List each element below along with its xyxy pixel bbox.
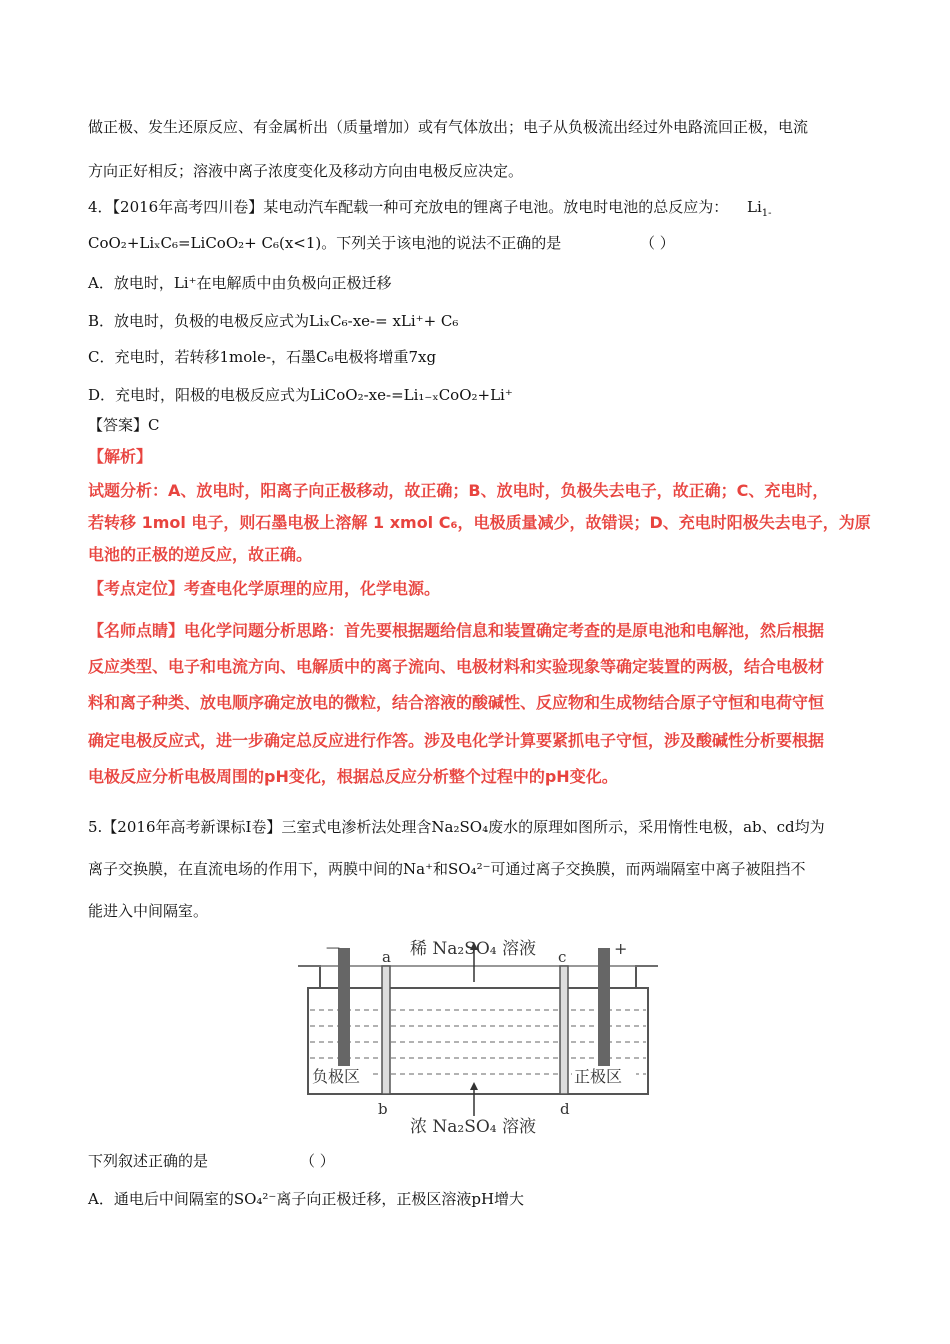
q4-stem-prefix: 4．【2016年高考四川卷】某电动汽车配载一种可充放电的锂离子电池。放电时电池的总反应为：	[88, 198, 729, 216]
label-top-solution: 稀 Na₂SO₄ 溶液	[410, 939, 537, 959]
negative-electrode	[338, 948, 350, 1074]
positive-electrode	[598, 948, 610, 1074]
membrane-ab	[382, 966, 390, 1094]
membrane-cd	[560, 966, 568, 1094]
q4-stem-line-2	[88, 232, 675, 254]
q4-stem-line-1	[88, 196, 772, 218]
q4-mingshi-line-5: 电极反应分析电极周围的pH变化，根据总反应分析整个过程中的pH变化。	[88, 767, 618, 786]
q5-prompt-line	[88, 1150, 335, 1172]
q4-stem-li: Li	[747, 198, 762, 216]
intro-line-1: 做正极、发生还原反应、有金属析出（质量增加）或有气体放出；电子从负极流出经过外电路流回正极，电流	[88, 118, 809, 136]
q4-kaodian: 【考点定位】考查电化学原理的应用，化学电源。	[88, 579, 441, 598]
label-b: b	[378, 1100, 388, 1118]
q4-answer: 【答案】C	[88, 416, 160, 434]
q4-option-a: A．放电时，Li⁺在电解质中由负极向正极迁移	[88, 274, 392, 292]
q4-analysis-line-1: 试题分析：A、放电时，阳离子向正极移动，故正确；B、放电时，负极失去电子，故正确；C、充电时，	[88, 481, 829, 500]
q4-mingshi-line-3: 料和离子种类、放电顺序确定放电的微粒，结合溶液的酸碱性、反应物和生成物结合原子守恒和电荷守恒	[88, 693, 825, 712]
q4-option-d: D．充电时，阳极的电极反应式为LiCoO₂-xe-=Li₁₋ₓCoO₂+Li⁺	[88, 386, 513, 404]
q4-analysis-title: 【解析】	[88, 447, 153, 466]
q5-stem-line-1: 5.【2016年高考新课标Ⅰ卷】三室式电渗析法处理含Na₂SO₄废水的原理如图所示，采用惰性电极，ab、cd均为	[88, 818, 825, 836]
label-bottom-solution: 浓 Na₂SO₄ 溶液	[410, 1117, 537, 1137]
q4-mingshi-line-2: 反应类型、电子和电流方向、电解质中的离子流向、电极材料和实验现象等确定装置的两极，结合电极材	[88, 657, 825, 676]
label-a: a	[382, 948, 391, 966]
label-c: c	[558, 948, 567, 966]
electrodialysis-diagram	[298, 936, 658, 1140]
q4-analysis-line-3: 电池的正极的逆反应，故正确。	[88, 545, 313, 564]
q5-stem-line-2: 离子交换膜，在直流电场的作用下，两膜中间的Na⁺和SO₄²⁻可通过离子交换膜，而两端隔室中离子被阻挡不	[88, 860, 806, 878]
inflow-arrow-head	[470, 1082, 478, 1090]
label-d: d	[560, 1100, 570, 1118]
q5-paren: （ ）	[300, 1152, 335, 1170]
label-plus: +	[614, 939, 628, 958]
q4-mingshi-line-1: 【名师点睛】电化学问题分析思路：首先要根据题给信息和装置确定考查的是原电池和电解池，然后根据	[88, 621, 825, 640]
intro-line-2: 方向正好相反；溶液中离子浓度变化及移动方向由电极反应决定。	[88, 162, 524, 180]
q4-paren: （ ）	[640, 234, 675, 252]
label-minus: —	[326, 940, 340, 956]
label-positive-zone: 正极区	[574, 1067, 623, 1086]
q4-mingshi-line-4: 确定电极反应式，进一步确定总反应进行作答。涉及电化学计算要紧抓电子守恒，涉及酸碱性分析要根据	[88, 731, 825, 750]
q4-option-c: C．充电时，若转移1mole-，石墨C₆电极将增重7xg	[88, 348, 437, 366]
label-negative-zone: 负极区	[312, 1067, 361, 1086]
q4-stem-text: CoO₂+LiₓC₆=LiCoO₂+ C₆(x<1)。下列关于该电池的说法不正确的是	[88, 234, 562, 252]
solution-lines	[310, 1010, 646, 1074]
q4-analysis-line-2: 若转移 1mol 电子，则石墨电极上溶解 1 xmol C₆，电极质量减少，故错误；D、充电时阳极失去电子，为原	[88, 513, 871, 532]
q5-option-a: A．通电后中间隔室的SO₄²⁻离子向正极迁移，正极区溶液pH增大	[88, 1190, 525, 1208]
q5-prompt: 下列叙述正确的是	[88, 1152, 209, 1170]
q5-stem-line-3: 能进入中间隔室。	[88, 902, 209, 920]
q4-option-b: B．放电时，负极的电极反应式为LiₓC₆-xe-= xLi⁺+ C₆	[88, 312, 459, 330]
q4-stem-sub: 1-	[761, 208, 772, 219]
